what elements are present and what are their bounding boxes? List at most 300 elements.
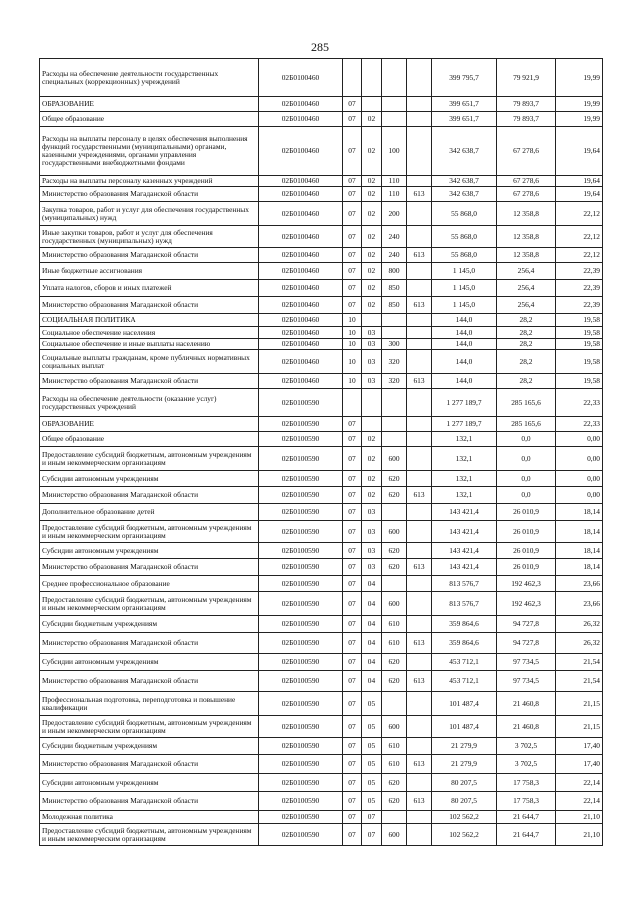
subsection-cell: 05: [362, 692, 382, 716]
target-article-cell: 02Б0100460: [259, 176, 343, 187]
executed-amount-cell: 192 462,3: [497, 576, 556, 592]
execution-percent-cell: 22,12: [556, 248, 603, 263]
administrator-cell: [407, 521, 432, 543]
expense-type-cell: 600: [382, 447, 407, 471]
section-cell: 07: [343, 280, 362, 297]
table-row: [40, 447, 603, 471]
target-article-cell: 02Б0100460: [259, 280, 343, 297]
executed-amount-cell: 0,0: [497, 487, 556, 504]
section-cell: 07: [343, 716, 362, 738]
expense-name-cell: ОБРАЗОВАНИЕ: [40, 97, 259, 112]
approved-amount-cell: 143 421,4: [432, 543, 497, 559]
expense-name-cell: Расходы на обеспечение деятельности (оказание услуг) государственных учреждений: [40, 389, 259, 417]
target-article-cell: 02Б0100590: [259, 487, 343, 504]
subsection-cell: 02: [362, 447, 382, 471]
section-cell: 07: [343, 248, 362, 263]
approved-amount-cell: 342 638,7: [432, 127, 497, 176]
expense-name-cell: Общее образование: [40, 432, 259, 447]
expense-type-cell: 600: [382, 716, 407, 738]
execution-percent-cell: 22,39: [556, 280, 603, 297]
administrator-cell: 613: [407, 559, 432, 576]
table-row: [40, 389, 603, 417]
target-article-cell: 02Б0100590: [259, 576, 343, 592]
executed-amount-cell: 97 734,5: [497, 671, 556, 692]
table-row: [40, 616, 603, 633]
executed-amount-cell: 67 278,6: [497, 176, 556, 187]
executed-amount-cell: 26 010,9: [497, 521, 556, 543]
execution-percent-cell: 21,54: [556, 654, 603, 671]
executed-amount-cell: 0,0: [497, 432, 556, 447]
target-article-cell: 02Б0100590: [259, 559, 343, 576]
expense-type-cell: [382, 692, 407, 716]
target-article-cell: 02Б0100590: [259, 432, 343, 447]
expense-type-cell: 620: [382, 792, 407, 811]
executed-amount-cell: 17 758,3: [497, 792, 556, 811]
approved-amount-cell: 143 421,4: [432, 504, 497, 521]
expense-name-cell: Субсидии автономным учреждениям: [40, 774, 259, 792]
subsection-cell: 02: [362, 297, 382, 314]
administrator-cell: [407, 389, 432, 417]
approved-amount-cell: 1 277 189,7: [432, 389, 497, 417]
target-article-cell: 02Б0100590: [259, 592, 343, 616]
administrator-cell: [407, 202, 432, 226]
subsection-cell: 03: [362, 374, 382, 389]
expense-type-cell: 620: [382, 487, 407, 504]
target-article-cell: 02Б0100590: [259, 671, 343, 692]
execution-percent-cell: 22,12: [556, 202, 603, 226]
approved-amount-cell: 1 145,0: [432, 280, 497, 297]
table-row: [40, 671, 603, 692]
expense-name-cell: Министерство образования Магаданской области: [40, 755, 259, 774]
approved-amount-cell: 1 145,0: [432, 297, 497, 314]
approved-amount-cell: 21 279,9: [432, 755, 497, 774]
execution-percent-cell: 19,64: [556, 127, 603, 176]
expense-type-cell: 620: [382, 543, 407, 559]
expense-type-cell: [382, 112, 407, 127]
expense-name-cell: Социальные выплаты гражданам, кроме публичных нормативных социальных выплат: [40, 350, 259, 374]
approved-amount-cell: 144,0: [432, 350, 497, 374]
execution-percent-cell: 17,40: [556, 755, 603, 774]
section-cell: 07: [343, 226, 362, 248]
section-cell: 07: [343, 792, 362, 811]
table-row: [40, 127, 603, 176]
expense-name-cell: Социальное обеспечение и иные выплаты населению: [40, 339, 259, 350]
expense-type-cell: 200: [382, 202, 407, 226]
executed-amount-cell: 285 165,6: [497, 389, 556, 417]
expense-name-cell: Субсидии бюджетным учреждениям: [40, 738, 259, 755]
subsection-cell: 04: [362, 592, 382, 616]
execution-percent-cell: 19,64: [556, 187, 603, 202]
expense-name-cell: Общее образование: [40, 112, 259, 127]
target-article-cell: 02Б0100460: [259, 374, 343, 389]
section-cell: 07: [343, 487, 362, 504]
approved-amount-cell: 132,1: [432, 487, 497, 504]
administrator-cell: [407, 616, 432, 633]
table-row: [40, 811, 603, 824]
execution-percent-cell: 19,58: [556, 350, 603, 374]
executed-amount-cell: 79 893,7: [497, 112, 556, 127]
section-cell: 07: [343, 543, 362, 559]
section-cell: 07: [343, 112, 362, 127]
expense-name-cell: Расходы на обеспечение деятельности государственных специальных (коррекционных) учреждений: [40, 59, 259, 97]
expense-name-cell: Предоставление субсидий бюджетным, автономным учреждениям и иным некоммерческим организациям: [40, 824, 259, 846]
administrator-cell: [407, 824, 432, 846]
approved-amount-cell: 144,0: [432, 327, 497, 339]
executed-amount-cell: 285 165,6: [497, 417, 556, 432]
expense-type-cell: 800: [382, 263, 407, 280]
expense-name-cell: Социальное обеспечение населения: [40, 327, 259, 339]
expense-name-cell: Министерство образования Магаданской области: [40, 374, 259, 389]
approved-amount-cell: 80 207,5: [432, 792, 497, 811]
target-article-cell: 02Б0100590: [259, 504, 343, 521]
subsection-cell: 04: [362, 576, 382, 592]
expense-type-cell: [382, 417, 407, 432]
section-cell: 07: [343, 97, 362, 112]
target-article-cell: 02Б0100590: [259, 654, 343, 671]
target-article-cell: 02Б0100460: [259, 97, 343, 112]
executed-amount-cell: 3 702,5: [497, 755, 556, 774]
expense-name-cell: Молодежная политика: [40, 811, 259, 824]
executed-amount-cell: 67 278,6: [497, 127, 556, 176]
executed-amount-cell: 12 358,8: [497, 226, 556, 248]
approved-amount-cell: 21 279,9: [432, 738, 497, 755]
expense-type-cell: 850: [382, 280, 407, 297]
section-cell: 07: [343, 671, 362, 692]
expense-type-cell: 620: [382, 654, 407, 671]
approved-amount-cell: 399 795,7: [432, 59, 497, 97]
approved-amount-cell: 342 638,7: [432, 176, 497, 187]
approved-amount-cell: 143 421,4: [432, 559, 497, 576]
executed-amount-cell: 28,2: [497, 327, 556, 339]
section-cell: 07: [343, 692, 362, 716]
executed-amount-cell: 17 758,3: [497, 774, 556, 792]
section-cell: [343, 59, 362, 97]
approved-amount-cell: 144,0: [432, 339, 497, 350]
execution-percent-cell: 22,14: [556, 774, 603, 792]
subsection-cell: [362, 417, 382, 432]
subsection-cell: 07: [362, 811, 382, 824]
table-row: [40, 297, 603, 314]
administrator-cell: [407, 716, 432, 738]
execution-percent-cell: 0,00: [556, 447, 603, 471]
expense-type-cell: 110: [382, 187, 407, 202]
expense-name-cell: Предоставление субсидий бюджетным, автономным учреждениям и иным некоммерческим организациям: [40, 716, 259, 738]
subsection-cell: 05: [362, 755, 382, 774]
executed-amount-cell: 256,4: [497, 280, 556, 297]
executed-amount-cell: 94 727,8: [497, 633, 556, 654]
table-row: [40, 417, 603, 432]
section-cell: 07: [343, 559, 362, 576]
section-cell: 10: [343, 374, 362, 389]
expense-name-cell: Субсидии автономным учреждениям: [40, 654, 259, 671]
executed-amount-cell: 3 702,5: [497, 738, 556, 755]
administrator-cell: [407, 226, 432, 248]
subsection-cell: [362, 389, 382, 417]
executed-amount-cell: 21 644,7: [497, 811, 556, 824]
target-article-cell: 02Б0100590: [259, 811, 343, 824]
section-cell: 07: [343, 504, 362, 521]
approved-amount-cell: 132,1: [432, 447, 497, 471]
target-article-cell: 02Б0100590: [259, 692, 343, 716]
approved-amount-cell: 813 576,7: [432, 592, 497, 616]
subsection-cell: 03: [362, 543, 382, 559]
executed-amount-cell: 28,2: [497, 339, 556, 350]
target-article-cell: 02Б0100590: [259, 417, 343, 432]
table-row: [40, 487, 603, 504]
approved-amount-cell: 453 712,1: [432, 671, 497, 692]
expense-type-cell: 300: [382, 339, 407, 350]
expense-type-cell: 620: [382, 774, 407, 792]
execution-percent-cell: 0,00: [556, 487, 603, 504]
executed-amount-cell: 94 727,8: [497, 616, 556, 633]
administrator-cell: [407, 592, 432, 616]
table-row: [40, 774, 603, 792]
target-article-cell: 02Б0100460: [259, 263, 343, 280]
subsection-cell: 07: [362, 824, 382, 846]
expense-name-cell: Среднее профессиональное образование: [40, 576, 259, 592]
executed-amount-cell: 67 278,6: [497, 187, 556, 202]
execution-percent-cell: 22,14: [556, 792, 603, 811]
expense-type-cell: 600: [382, 592, 407, 616]
subsection-cell: 02: [362, 127, 382, 176]
expense-type-cell: 610: [382, 738, 407, 755]
expense-name-cell: Министерство образования Магаданской области: [40, 633, 259, 654]
execution-percent-cell: 19,58: [556, 339, 603, 350]
expense-type-cell: 240: [382, 226, 407, 248]
section-cell: 10: [343, 327, 362, 339]
subsection-cell: 02: [362, 248, 382, 263]
expense-name-cell: Субсидии бюджетным учреждениям: [40, 616, 259, 633]
table-row: [40, 350, 603, 374]
execution-percent-cell: 22,33: [556, 417, 603, 432]
execution-percent-cell: 21,54: [556, 671, 603, 692]
executed-amount-cell: 12 358,8: [497, 248, 556, 263]
administrator-cell: [407, 350, 432, 374]
expense-type-cell: 320: [382, 374, 407, 389]
expense-type-cell: [382, 811, 407, 824]
executed-amount-cell: 256,4: [497, 297, 556, 314]
subsection-cell: 03: [362, 339, 382, 350]
expense-name-cell: Уплата налогов, сборов и иных платежей: [40, 280, 259, 297]
expense-name-cell: Дополнительное образование детей: [40, 504, 259, 521]
approved-amount-cell: 80 207,5: [432, 774, 497, 792]
table-row: [40, 97, 603, 112]
administrator-cell: [407, 447, 432, 471]
administrator-cell: [407, 432, 432, 447]
subsection-cell: 02: [362, 187, 382, 202]
administrator-cell: [407, 339, 432, 350]
table-row: [40, 543, 603, 559]
expense-type-cell: 850: [382, 297, 407, 314]
section-cell: 07: [343, 592, 362, 616]
executed-amount-cell: 0,0: [497, 471, 556, 487]
expense-type-cell: 240: [382, 248, 407, 263]
administrator-cell: 613: [407, 671, 432, 692]
section-cell: [343, 389, 362, 417]
executed-amount-cell: 26 010,9: [497, 504, 556, 521]
target-article-cell: 02Б0100460: [259, 350, 343, 374]
expense-type-cell: 110: [382, 176, 407, 187]
execution-percent-cell: 21,10: [556, 811, 603, 824]
executed-amount-cell: 0,0: [497, 447, 556, 471]
execution-percent-cell: 22,33: [556, 389, 603, 417]
execution-percent-cell: 21,15: [556, 692, 603, 716]
subsection-cell: 02: [362, 263, 382, 280]
table-row: [40, 226, 603, 248]
executed-amount-cell: 79 921,9: [497, 59, 556, 97]
expense-name-cell: Субсидии автономным учреждениям: [40, 543, 259, 559]
expense-type-cell: 610: [382, 633, 407, 654]
executed-amount-cell: 28,2: [497, 374, 556, 389]
executed-amount-cell: 26 010,9: [497, 559, 556, 576]
table-row: [40, 471, 603, 487]
subsection-cell: 03: [362, 559, 382, 576]
execution-percent-cell: 21,10: [556, 824, 603, 846]
expense-type-cell: 620: [382, 559, 407, 576]
expense-type-cell: 320: [382, 350, 407, 374]
section-cell: 07: [343, 576, 362, 592]
subsection-cell: 05: [362, 774, 382, 792]
subsection-cell: 03: [362, 327, 382, 339]
expense-name-cell: Закупка товаров, работ и услуг для обеспечения государственных (муниципальных) нужд: [40, 202, 259, 226]
approved-amount-cell: 132,1: [432, 471, 497, 487]
subsection-cell: 02: [362, 176, 382, 187]
executed-amount-cell: 28,2: [497, 350, 556, 374]
expense-type-cell: 610: [382, 616, 407, 633]
expense-type-cell: [382, 59, 407, 97]
approved-amount-cell: 359 864,6: [432, 633, 497, 654]
administrator-cell: [407, 738, 432, 755]
expense-name-cell: Министерство образования Магаданской области: [40, 187, 259, 202]
expense-name-cell: Министерство образования Магаданской области: [40, 248, 259, 263]
expense-name-cell: Предоставление субсидий бюджетным, автономным учреждениям и иным некоммерческим организациям: [40, 521, 259, 543]
subsection-cell: 02: [362, 112, 382, 127]
approved-amount-cell: 55 868,0: [432, 202, 497, 226]
expense-name-cell: Иные закупки товаров, работ и услуг для обеспечения государственных (муниципальных) нужд: [40, 226, 259, 248]
administrator-cell: [407, 417, 432, 432]
execution-percent-cell: 0,00: [556, 471, 603, 487]
administrator-cell: [407, 811, 432, 824]
subsection-cell: 02: [362, 280, 382, 297]
table-row: [40, 692, 603, 716]
executed-amount-cell: 192 462,3: [497, 592, 556, 616]
execution-percent-cell: 19,99: [556, 59, 603, 97]
target-article-cell: 02Б0100590: [259, 755, 343, 774]
administrator-cell: [407, 263, 432, 280]
table-row: [40, 504, 603, 521]
table-row: [40, 59, 603, 97]
page-number: 285: [311, 40, 329, 54]
expense-type-cell: [382, 389, 407, 417]
execution-percent-cell: 22,12: [556, 226, 603, 248]
execution-percent-cell: 19,99: [556, 112, 603, 127]
execution-percent-cell: 23,66: [556, 576, 603, 592]
administrator-cell: [407, 127, 432, 176]
subsection-cell: [362, 59, 382, 97]
target-article-cell: 02Б0100590: [259, 543, 343, 559]
table-row: [40, 327, 603, 339]
approved-amount-cell: 1 277 189,7: [432, 417, 497, 432]
target-article-cell: 02Б0100460: [259, 327, 343, 339]
executed-amount-cell: 79 893,7: [497, 97, 556, 112]
administrator-cell: 613: [407, 248, 432, 263]
approved-amount-cell: 102 562,2: [432, 824, 497, 846]
target-article-cell: 02Б0100460: [259, 187, 343, 202]
expense-name-cell: Министерство образования Магаданской области: [40, 487, 259, 504]
administrator-cell: [407, 654, 432, 671]
target-article-cell: 02Б0100590: [259, 774, 343, 792]
administrator-cell: [407, 314, 432, 327]
execution-percent-cell: 18,14: [556, 521, 603, 543]
target-article-cell: 02Б0100460: [259, 59, 343, 97]
execution-percent-cell: 19,58: [556, 314, 603, 327]
section-cell: 07: [343, 654, 362, 671]
target-article-cell: 02Б0100460: [259, 127, 343, 176]
expense-name-cell: Министерство образования Магаданской области: [40, 792, 259, 811]
subsection-cell: 03: [362, 504, 382, 521]
subsection-cell: 05: [362, 738, 382, 755]
section-cell: 07: [343, 187, 362, 202]
administrator-cell: [407, 692, 432, 716]
administrator-cell: 613: [407, 297, 432, 314]
table-row: [40, 521, 603, 543]
administrator-cell: 613: [407, 755, 432, 774]
subsection-cell: 02: [362, 487, 382, 504]
subsection-cell: 02: [362, 226, 382, 248]
administrator-cell: [407, 774, 432, 792]
table-row: [40, 248, 603, 263]
approved-amount-cell: 55 868,0: [432, 226, 497, 248]
expense-type-cell: 620: [382, 471, 407, 487]
table-row: [40, 314, 603, 327]
execution-percent-cell: 26,32: [556, 633, 603, 654]
expense-name-cell: Министерство образования Магаданской области: [40, 559, 259, 576]
table-row: [40, 112, 603, 127]
subsection-cell: [362, 314, 382, 327]
table-row: [40, 654, 603, 671]
section-cell: 07: [343, 521, 362, 543]
expense-name-cell: Министерство образования Магаданской области: [40, 671, 259, 692]
administrator-cell: [407, 471, 432, 487]
section-cell: 07: [343, 417, 362, 432]
approved-amount-cell: 1 145,0: [432, 263, 497, 280]
target-article-cell: 02Б0100590: [259, 521, 343, 543]
administrator-cell: [407, 97, 432, 112]
target-article-cell: 02Б0100590: [259, 824, 343, 846]
expense-type-cell: [382, 576, 407, 592]
table-row: [40, 263, 603, 280]
subsection-cell: 04: [362, 633, 382, 654]
execution-percent-cell: 18,14: [556, 543, 603, 559]
table-row: [40, 374, 603, 389]
approved-amount-cell: 102 562,2: [432, 811, 497, 824]
administrator-cell: [407, 112, 432, 127]
approved-amount-cell: 359 864,6: [432, 616, 497, 633]
section-cell: 07: [343, 176, 362, 187]
expense-type-cell: 600: [382, 824, 407, 846]
target-article-cell: 02Б0100590: [259, 792, 343, 811]
target-article-cell: 02Б0100460: [259, 112, 343, 127]
approved-amount-cell: 101 487,4: [432, 692, 497, 716]
expense-name-cell: Профессиональная подготовка, переподготовка и повышение квалификации: [40, 692, 259, 716]
target-article-cell: 02Б0100590: [259, 616, 343, 633]
administrator-cell: 613: [407, 633, 432, 654]
administrator-cell: [407, 59, 432, 97]
section-cell: 07: [343, 738, 362, 755]
execution-percent-cell: 23,66: [556, 592, 603, 616]
expense-type-cell: [382, 97, 407, 112]
table-row: [40, 792, 603, 811]
